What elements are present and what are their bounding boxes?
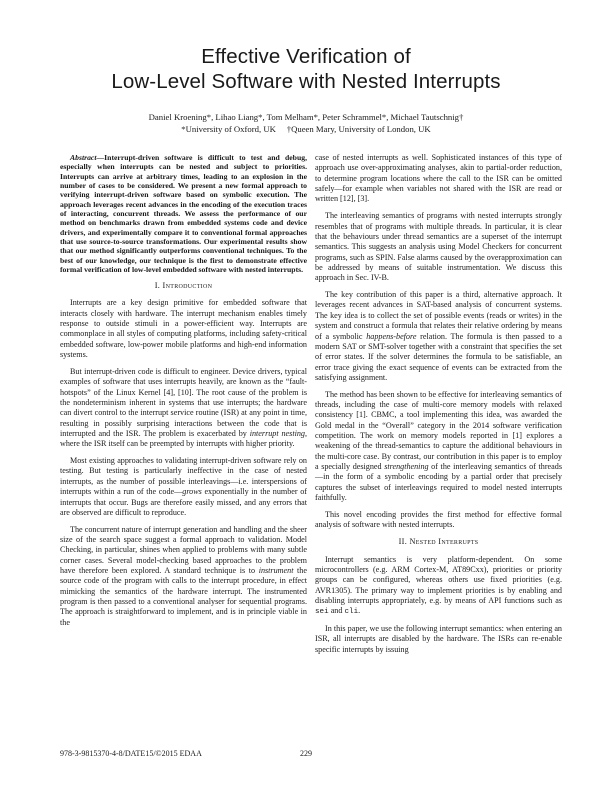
text-span: and: [328, 606, 345, 616]
left-column: [60, 153, 307, 635]
intro-paragraph-3: [60, 456, 307, 518]
abstract-lead: Abstract: [70, 153, 97, 162]
text-span: The key contribution of this paper is a third, alternative approach. It leverages recent advances in SAT-based analysis of concurrent systems. The key idea is to collect the set of possible events (reads or writes) in the system and construct a formula that relates their relative ordering by means of a symbolic: [315, 290, 562, 341]
emphasis: happens-before: [366, 331, 417, 341]
section-heading-introduction: I. Introduction: [154, 280, 213, 290]
text-span: of the interleaving semantics of threads—in the form of a symbolic encoding by a partial order that precisely captures the subset of interleavings required to model nested interrupts faithfully.: [315, 462, 562, 503]
code-cli: cli: [344, 608, 359, 617]
paper-title: [0, 44, 612, 94]
text-span: , where the ISR itself can be preempted by interrupts with higher priority.: [60, 428, 307, 449]
affiliations: *University of Oxford, UK †Queen Mary, University of London, UK: [181, 124, 431, 134]
text-span: But interrupt-driven code is difficult to engineer. Device drivers, typical examples of software that uses interrupts heavily, are known as the “fault-hotspots” of the Linux Kernel [4], [10]. The root cause of the problem is the nondeterminism inherent in systems that use interrupts; the hardware can divert control to the interrupt service routine (ISR) at any point in time, resulting in possibly surprising interactions between the code that is interrupted and the ISR. The problem is exacerbated by: [60, 366, 307, 438]
title-line-2: Low-Level Software with Nested Interrupts: [111, 70, 501, 93]
nested-paragraph-1: [315, 555, 562, 618]
text-span: Most existing approaches to validating interrupt-driven software rely on testing. But testing is particularly ineffective in the case of nested interrupts, as the number of possible interleavings—i.e. interspersions of interrupts within a run of the code—: [60, 456, 307, 497]
nested-paragraph-2: In this paper, we use the following interrupt semantics: when entering an ISR, all interrupts are disabled by the hardware. The ISRs can re-enable specific interrupts by issuing: [315, 624, 562, 654]
right-paragraph-1: case of nested interrupts as well. Sophisticated instances of this type of approach use over-approximating analyses, akin to partial-order reduction, to determine program locations where the call to the ISR can be omitted safely—for example when variables not shared with the ISR are read or written [12], [3].: [315, 153, 562, 204]
text-span: .: [358, 606, 361, 616]
right-paragraph-2: The interleaving semantics of programs with nested interrupts strongly resembles that of programs with multiple threads. In particular, it is clear that the behaviours under thread semantics are a superset of the interrupt semantics. This suggests an analysis using Model Checkers for concurrent programs, such as SPIN. False alarms caused by the overapproximation can be addressed by means of suitable instrumentation. We discuss this approach in Sec. IV-B.: [315, 211, 562, 283]
intro-paragraph-2: [60, 367, 307, 450]
code-sei: sei: [315, 608, 329, 617]
text-span: relation. The formula is then passed to a modern SAT or SMT-solver together with a constraint that specifies the set of error states. If the solver determines the formula to be satisfiable, an error trace giving the exact sequence of events can be extracted from the satisfying assignment.: [315, 331, 562, 382]
page-number: 229: [300, 749, 312, 758]
abstract: [60, 153, 307, 274]
emphasis: grows: [182, 487, 202, 497]
emphasis: instrument: [258, 566, 294, 576]
text-span: The concurrent nature of interrupt generation and handling and the sheer size of the search space suggest a formal approach to validation. Model Checking, in particular, shines when applied to problems with many subtle corner cases. Several model-checking based approaches to the problem have therefore been explored. A standard technique is to: [60, 524, 307, 576]
emphasis: interrupt nesting: [249, 428, 305, 438]
right-column: [315, 153, 562, 662]
section-heading-nested-interrupts: II. Nested Interrupts: [398, 537, 479, 547]
title-line-1: Effective Verification of: [201, 45, 411, 68]
author-list: Daniel Kroening*, Lihao Liang*, Tom Melham*, Peter Schrammel*, Michael Tautschnig†: [148, 112, 464, 122]
intro-paragraph-4: [60, 525, 307, 628]
emphasis: strengthening: [384, 462, 429, 472]
intro-paragraph-1: Interrupts are a key design primitive for embedded software that interacts closely with hardware. The interrupt mechanism enables timely response to outside stimuli in a power-efficient way. Interrupts are commonplace in all styles of computing platforms, including safety-critical embedded software, low-power mobile platforms and high-end information systems.: [60, 298, 307, 360]
text-span: The method has been shown to be effective for interleaving semantics of threads, including the case of multi-core memory models with relaxed consistency [1]. CBMC, a tool implementing this idea, was awarded the Gold medal in the “Overall” category in the 2014 software verification competition. The work on memory models reported in [1] explores a weakening of the thread-semantics to capture the additional behaviours in the multi-core case. By contrast, our contribution in this paper is to employ a specially designed: [315, 389, 562, 472]
text-span: the source code of the program with calls to the interrupt procedure, in effect mimicking the semantics of the hardware interrupt. The instrumented program is then passed to a conventional analyser for sequential programs. The approach is straightforward to implement, and is in principle viable in the: [60, 566, 307, 627]
abstract-text: —Interrupt-driven software is difficult to test and debug, especially when interrupts can be nested and subject to priorities. Interrupts can arrive at arbitrary times, leading to an explosion in the number of cases to be considered. We present a new formal approach to verifying interrupt-driven software based on symbolic execution. The approach leverages recent advances in the encoding of the execution traces of interacting, concurrent threads. We assess the performance of our method on benchmarks drawn from embedded systems code and device drivers, and experimentally compare it to conventional formal approaches that use source-to-source transformations. Our experimental results show that our method significantly outperforms conventional techniques. To the best of our knowledge, our technique is the first to demonstrate effective formal verification of low-level embedded software with nested interrupts.: [60, 153, 307, 275]
right-paragraph-5: This novel encoding provides the first method for effective formal analysis of software with nested interrupts.: [315, 510, 562, 530]
footer-isbn: 978-3-9815370-4-8/DATE15/©2015 EDAA: [60, 749, 202, 758]
right-paragraph-4: [315, 390, 562, 504]
text-span: Interrupt semantics is very platform-dependent. On some microcontrollers (e.g. ARM Cortex-M, AT89Cxx), priorities or priority groups can be configured, whereas others use fixed priorities (e.g. AVR1305). The primary way to implement priorities is by enabling and disabling interrupts appropriately, e.g. by means of API functions such as: [315, 554, 562, 605]
text-span: exponentially in the number of interrupts that occur. Bugs are therefore easily missed, and any errors that are observed are difficult to reproduce.: [60, 487, 308, 517]
right-paragraph-3: [315, 290, 562, 383]
